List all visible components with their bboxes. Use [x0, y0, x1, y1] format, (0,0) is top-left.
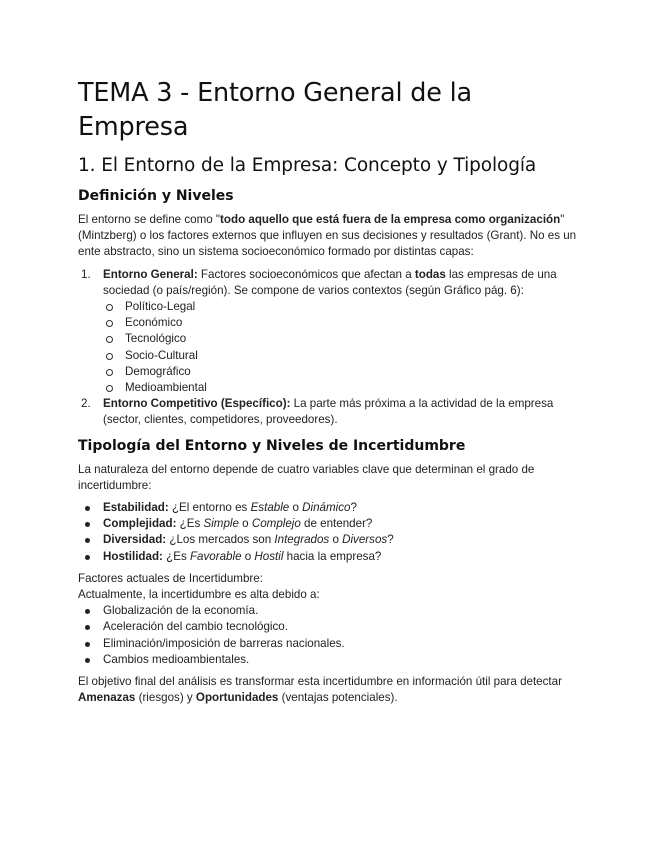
bullet-icon	[85, 658, 90, 663]
subsection-heading-definicion: Definición y Niveles	[78, 188, 234, 204]
hollow-bullet-icon	[106, 385, 113, 392]
contexts-list	[103, 299, 578, 396]
factors-list	[78, 603, 578, 668]
hollow-bullet-icon	[106, 369, 113, 376]
list-item-estabilidad: Estabilidad: ¿El entorno es Estable o Dinámico?	[78, 500, 578, 516]
factors-heading: Factores actuales de Incertidumbre:	[78, 571, 263, 585]
bullet-icon	[85, 538, 90, 543]
list-item: Aceleración del cambio tecnológico.	[78, 619, 578, 635]
list-item: Político-Legal	[103, 299, 578, 315]
bullet-icon	[85, 625, 90, 630]
list-item: Demográfico	[103, 364, 578, 380]
bullet-icon	[85, 555, 90, 560]
list-item-complejidad: Complejidad: ¿Es Simple o Complejo de entender?	[78, 516, 578, 532]
subsection-heading-tipologia: Tipología del Entorno y Niveles de Incertidumbre	[78, 437, 466, 454]
list-item: Cambios medioambientales.	[78, 652, 578, 668]
tipologia-intro: La naturaleza del entorno depende de cuatro variables clave que determinan el grado de incertidumbre:	[78, 462, 535, 492]
list-item: Económico	[103, 315, 578, 331]
list-item-diversidad: Diversidad: ¿Los mercados son Integrados o Diversos?	[78, 532, 578, 548]
list-item: Globalización de la economía.	[78, 603, 578, 619]
hollow-bullet-icon	[106, 336, 113, 343]
bullet-icon	[85, 609, 90, 614]
variables-list	[78, 500, 578, 565]
section-heading: 1. El Entorno de la Empresa: Concepto y Tipología	[78, 155, 537, 176]
definition-paragraph: El entorno se define como "todo aquello que está fuera de la empresa como organización" (Mintzberg) o los factores externos que influyen en sus decisiones y resultados (Grant). No es un ente abstracto, sino un sistema socioeconómico formado por distintas capas:	[78, 213, 577, 259]
bullet-icon	[85, 642, 90, 647]
page-title: TEMA 3 - Entorno General de la Empresa	[78, 78, 472, 142]
bullet-icon	[85, 522, 90, 527]
conclusion-paragraph: El objetivo final del análisis es transformar esta incertidumbre en información útil para detectar Amenazas (riesgos) y Oportunidades (ventajas potenciales).	[78, 675, 562, 705]
hollow-bullet-icon	[106, 353, 113, 360]
factors-intro: Actualmente, la incertidumbre es alta debido a:	[78, 588, 320, 602]
list-item: Medioambiental	[103, 380, 578, 396]
list-item: Socio-Cultural	[103, 348, 578, 364]
hollow-bullet-icon	[106, 320, 113, 327]
list-item-entorno-competitivo: 2. Entorno Competitivo (Específico): La parte más próxima a la actividad de la empresa (sector, clientes, competidores, proveedores).	[81, 397, 554, 427]
levels-list	[78, 267, 578, 429]
list-item-hostilidad: Hostilidad: ¿Es Favorable o Hostil hacia la empresa?	[78, 549, 578, 565]
hollow-bullet-icon	[106, 304, 113, 311]
list-item-entorno-general: 1. Entorno General: Factores socioeconómicos que afectan a todas las empresas de una sociedad (o país/región). Se compone de varios contextos (según Gráfico pág. 6): Político-Legal Económico Tecnológico Socio-Cultural Demográfico Medioambiental	[78, 267, 578, 397]
list-item: Eliminación/imposición de barreras nacionales.	[78, 636, 578, 652]
document-page	[78, 76, 578, 706]
bullet-icon	[85, 506, 90, 511]
list-item: Tecnológico	[103, 331, 578, 347]
